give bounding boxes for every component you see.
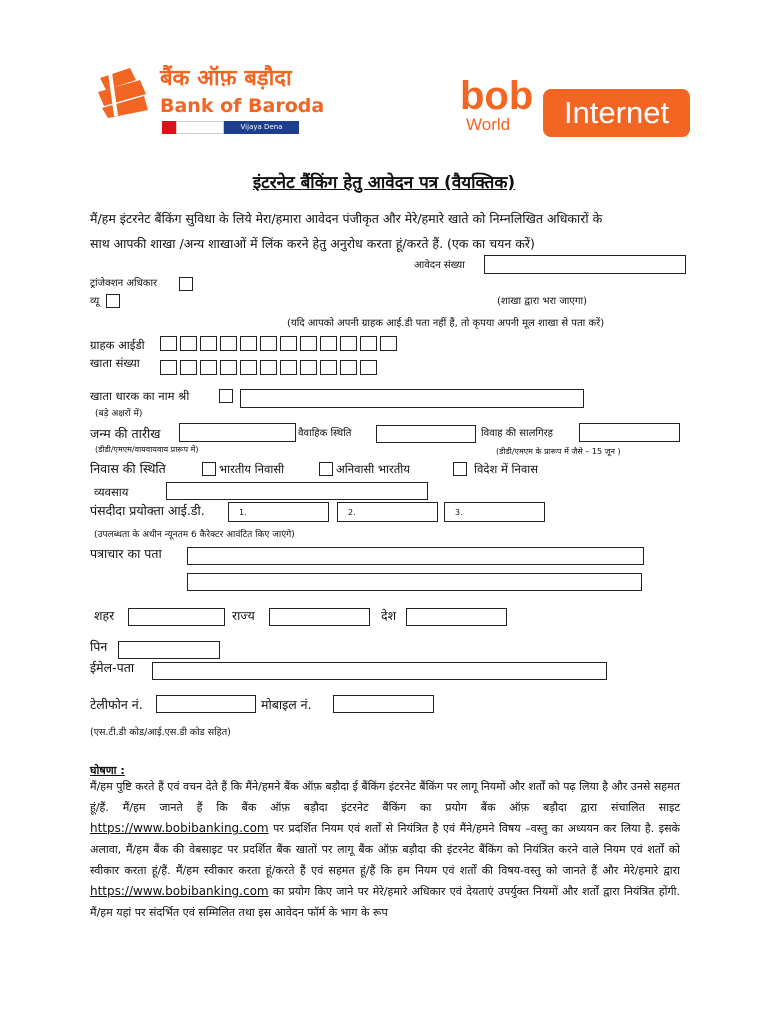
occupation-label: व्यवसाय xyxy=(94,485,129,499)
view-rights-label: व्यू xyxy=(90,296,100,307)
mobile-field[interactable] xyxy=(333,695,434,713)
anniversary-label: विवाह की सालगिरह xyxy=(481,428,553,439)
userid-option-2-field[interactable] xyxy=(337,502,438,522)
declaration-para-1: मैं/हम पुष्टि करते हैं एवं वचन देते हैं कि मैंने/हमने बैंक ऑफ़ बड़ौदा ई बैंकिंग इंटरनेट बैंकिंग पर लागू नियमों और शर्तों को पढ़ लिया है और उनसे सहमत हूं/हैं. मैं/हम जानते हैं कि बैंक ऑफ़ बड़ौदा इंटरनेट बैंकिंग का प्रयोग बैंक ऑफ़ बड़ौदा द्वारा संचालित साइट xyxy=(90,780,680,814)
foreign-resident-checkbox[interactable] xyxy=(453,462,467,476)
email-label: ईमेल-पता xyxy=(90,660,135,675)
pin-label: पिन xyxy=(90,639,108,654)
internet-badge: Internet xyxy=(543,89,690,137)
nri-checkbox[interactable] xyxy=(319,462,333,476)
bobibanking-link-2[interactable]: https://www.bobibanking.com xyxy=(90,884,269,898)
declaration-para-2: पर प्रदर्शित नियम एवं शर्तों से नियंत्रित है एवं मैंने/हमने विषय –वस्तु का अध्ययन कर लिया है. इसके अलावा, मैं/हम बैंक की वेबसाइट पर प्रदर्शित बैंक खातों पर लागू बैंक ऑफ़ बड़ौदा की इंटरनेट बैंकिंग को नियंत्रित करने वाले नियम एवं शर्तों को स्वीकार करता हूं/हैं. मैं/हम स्वीकार करता हूं/करते हैं एवं सहमत हूं/हैं कि हम नियम एवं शर्तों की विषय-वस्तु को जानते हैं और मेरे/हमारे द्वारा xyxy=(90,822,680,877)
intro-line-1: मैं/हम इंटरनेट बैंकिंग सुविधा के लिये मेरा/हमारा आवेदन पंजीकृत और मेरे/हमारे खाते को निम्नलिखित अधिकारों के xyxy=(90,211,603,226)
preferred-userid-label: पंसदीदा प्रयोक्ता आई.डी. xyxy=(90,503,205,518)
declaration-para-3: का प्रयोग किए जाने पर मेरे/हमारे अधिकार एवं देयताएं उपर्युक्त नियमों और शर्तों द्वारा नियंत्रित होंगी. मैं/हम यहां पर संदर्भित एवं सम्मिलित तथा इस आवेदन फॉर्म के भाग के रूप xyxy=(90,885,680,919)
address-line-2-field[interactable] xyxy=(187,573,642,591)
std-code-note: (एस.टी.डी कोड/आई.एस.डी कोड सहित) xyxy=(90,727,231,738)
view-rights-checkbox[interactable] xyxy=(106,294,120,308)
merger-strip-text: Vijaya Dena xyxy=(224,121,299,134)
branch-fill-note: (शाखा द्वारा भरा जाएगा) xyxy=(497,296,587,307)
occupation-field[interactable] xyxy=(166,482,428,500)
customer-id-note: (यदि आपको अपनी ग्राहक आई.डी पता नहीं हैं, तो कृपया अपनी मूल शाखा से पता करें) xyxy=(287,318,605,329)
userid-slot-3: 3. xyxy=(455,508,463,517)
intro-line-2: साथ आपकी शाखा /अन्य शाखाओं में लिंक करने हेतु अनुरोध करता हूं/करते हैं. (एक का चयन करें) xyxy=(90,236,535,251)
account-number-label: खाता संख्या xyxy=(90,356,140,370)
userid-note: (उपलब्धता के अधीन न्यूनतम 6 कैरेक्टर आवंटित किए जाएंगे) xyxy=(94,530,295,540)
dob-field[interactable] xyxy=(179,423,296,442)
nri-label: अनिवासी भारतीय xyxy=(336,462,410,476)
userid-option-1-field[interactable] xyxy=(228,502,329,522)
bank-of-baroda-logo-icon xyxy=(96,66,150,118)
pin-field[interactable] xyxy=(118,641,220,659)
bank-name-hindi: बैंक ऑफ़ बड़ौदा xyxy=(160,66,292,91)
account-number-cells[interactable] xyxy=(160,360,377,375)
page-title: इंटरनेट बैंकिंग हेतु आवेदन पत्र (वैयक्तिक) xyxy=(252,173,516,193)
declaration-heading: घोषणा : xyxy=(90,764,125,777)
city-field[interactable] xyxy=(128,608,225,626)
userid-slot-1: 1. xyxy=(239,508,247,517)
city-label: शहर xyxy=(94,608,115,623)
country-field[interactable] xyxy=(406,608,507,626)
world-label: World xyxy=(466,115,511,134)
residence-label: निवास की स्थिति xyxy=(90,461,166,476)
userid-slot-2: 2. xyxy=(348,508,356,517)
marital-status-label: वैवाहिक स्थिति xyxy=(298,428,352,439)
userid-option-3-field[interactable] xyxy=(444,502,545,522)
transaction-rights-label: ट्रांजेक्शन अधिकार xyxy=(90,278,158,289)
dob-label: जन्म की तारीख xyxy=(90,426,161,441)
resident-indian-label: भारतीय निवासी xyxy=(219,462,285,476)
customer-id-label: ग्राहक आईडी xyxy=(90,338,145,352)
state-field[interactable] xyxy=(269,608,370,626)
anniversary-field[interactable] xyxy=(579,423,680,442)
dob-format-note: (डीडी/एमएम/वायवायवाय प्रारूप में) xyxy=(95,445,199,454)
holder-name-label: खाता धारक का नाम श्री xyxy=(90,389,190,403)
declaration-text xyxy=(90,776,680,923)
customer-id-cells[interactable] xyxy=(160,336,397,351)
application-number-label: आवेदन संख्या xyxy=(414,260,465,271)
telephone-field[interactable] xyxy=(156,695,256,713)
address-label: पत्राचार का पता xyxy=(90,546,162,561)
bank-name-english: Bank of Baroda xyxy=(160,95,325,117)
bobibanking-link-1[interactable]: https://www.bobibanking.com xyxy=(90,821,269,835)
state-label: राज्य xyxy=(232,608,255,623)
resident-indian-checkbox[interactable] xyxy=(202,462,216,476)
holder-title-checkbox[interactable] xyxy=(219,389,233,403)
mobile-label: मोबाइल नं. xyxy=(261,697,312,712)
address-line-1-field[interactable] xyxy=(187,547,644,565)
capital-letters-note: (बड़े अक्षरों में) xyxy=(95,409,143,419)
merger-logo-strip xyxy=(162,121,299,134)
anniversary-format-note: (डीडी/एमएम के प्रारूप में जैसे – 15 जून ) xyxy=(496,447,621,456)
country-label: देश xyxy=(381,608,397,623)
marital-status-field[interactable] xyxy=(376,425,476,443)
foreign-resident-label: विदेश में निवास xyxy=(474,462,538,476)
bob-world-logo: bob xyxy=(460,74,534,118)
application-number-field[interactable] xyxy=(484,255,686,274)
transaction-rights-checkbox[interactable] xyxy=(179,277,193,291)
telephone-label: टेलीफोन नं. xyxy=(90,697,143,712)
email-field[interactable] xyxy=(152,662,607,680)
holder-name-field[interactable] xyxy=(240,389,584,408)
